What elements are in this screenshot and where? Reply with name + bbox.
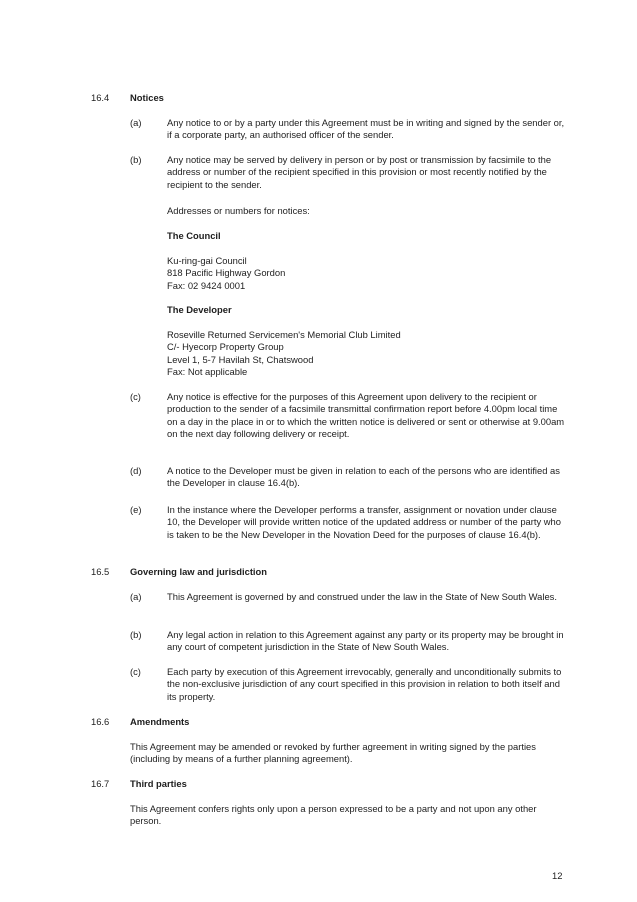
section-heading-notices: Notices xyxy=(130,92,164,103)
address-line: 818 Pacific Highway Gordon xyxy=(167,267,286,279)
address-line: C/- Hyecorp Property Group xyxy=(167,341,284,353)
clause-label: (c) xyxy=(130,391,141,402)
clause-label: (c) xyxy=(130,666,141,677)
third-parties-text: This Agreement confers rights only upon a person expressed to be a party and not upon any other person. xyxy=(130,803,537,827)
section-number: 16.7 xyxy=(91,778,110,789)
address-line: Fax: Not applicable xyxy=(167,366,248,378)
section-heading-governing-law: Governing law and jurisdiction xyxy=(130,566,267,577)
section-heading-amendments: Amendments xyxy=(130,716,190,727)
page-number: 12 xyxy=(552,870,563,881)
section-heading-third-parties: Third parties xyxy=(130,778,187,789)
clause-label: (e) xyxy=(130,504,142,515)
developer-address xyxy=(167,329,567,379)
clause-text: Any legal action in relation to this Agreement against any party or its property may be brought in any court of competent jurisdiction in the State of New South Wales. xyxy=(167,629,564,653)
clause-text: Any notice is effective for the purposes of this Agreement upon delivery to the recipient or production to the sender of a facsimile transmittal confirmation report before 4.00pm local time on a day in the place in or to which the written notice is delivered or sent or otherwise at 9.00am on the next day following delivery or receipt. xyxy=(167,391,565,440)
address-line: Roseville Returned Servicemen's Memorial Club Limited xyxy=(167,329,401,340)
clause-label: (a) xyxy=(130,591,142,602)
clause-text: Any notice to or by a party under this Agreement must be in writing and signed by the sender or, if a corporate party, an authorised officer of the sender. xyxy=(167,117,565,141)
clause-text: Any notice may be served by delivery in person or by post or transmission by facsimile to the address or number of the recipient specified in this provision or most recently notified by the recipient to the sender. xyxy=(167,154,552,190)
clause-text: This Agreement is governed by and construed under the law in the State of New South Wales. xyxy=(167,591,557,602)
clause-text: A notice to the Developer must be given in relation to each of the persons who are identified as the Developer in clause 16.4(b). xyxy=(167,465,560,489)
clause-label: (a) xyxy=(130,117,142,128)
address-line: Fax: 02 9424 0001 xyxy=(167,279,246,291)
clause-label: (b) xyxy=(130,154,142,165)
address-line: Level 1, 5-7 Havilah St, Chatswood xyxy=(167,353,314,365)
clause-text: In the instance where the Developer performs a transfer, assignment or novation under clause 10, the Developer will provide written notice of the updated address or number of the party who is taken to be the New Developer in the Novation Deed for the purposes of clause 16.4(b). xyxy=(167,504,561,540)
clause-text: Each party by execution of this Agreement irrevocably, generally and unconditionally submits to the non-exclusive jurisdiction of any court specified in this provision in relation to both itself and its property. xyxy=(167,666,562,702)
amendments-text: This Agreement may be amended or revoked by further agreement in writing signed by the parties (including by means of a further planning agreement). xyxy=(130,741,536,765)
section-number: 16.6 xyxy=(91,716,110,727)
council-heading: The Council xyxy=(167,230,221,241)
council-address xyxy=(167,255,567,292)
addresses-intro: Addresses or numbers for notices: xyxy=(167,205,310,216)
section-number: 16.5 xyxy=(91,566,110,577)
address-line: Ku-ring-gai Council xyxy=(167,255,247,266)
clause-label: (d) xyxy=(130,465,142,476)
clause-label: (b) xyxy=(130,629,142,640)
section-number: 16.4 xyxy=(91,92,110,103)
developer-heading: The Developer xyxy=(167,304,232,315)
